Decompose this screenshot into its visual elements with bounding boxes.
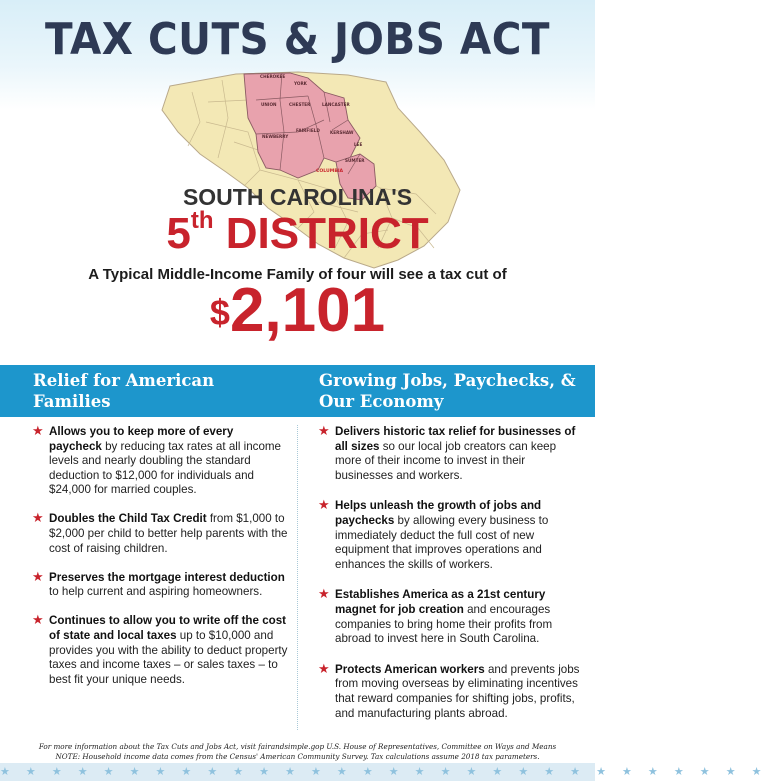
district-suffix: th xyxy=(190,207,214,234)
county-label: LEE xyxy=(354,142,363,147)
bullet-text: by reducing tax rates at all income levels and nearly doubling the standard deduction to $12,000 for individuals and $24,000 for married couples. xyxy=(49,439,282,497)
dollar-sign: $ xyxy=(209,292,230,333)
list-item xyxy=(33,614,288,687)
bullet-text: from $1,000 to $2,000 per child to better help parents with the cost of raising children. xyxy=(49,512,288,555)
list-item xyxy=(319,588,581,646)
star-icon: ★ xyxy=(32,510,44,526)
decorative-star-border: ★ ★ ★ ★ ★ ★ ★ ★ ★ ★ ★ ★ ★ ★ ★ ★ ★ ★ ★ ★ ★ ★ ★ ★ ★ ★ ★ ★ ★ ★ xyxy=(0,763,595,781)
star-icon: ★ xyxy=(32,568,44,584)
district-word: DISTRICT xyxy=(225,209,429,258)
county-label: UNION xyxy=(261,102,277,107)
footnote xyxy=(0,742,595,762)
county-label: SUMTER xyxy=(345,158,365,163)
district-heading xyxy=(0,207,595,258)
family-tax-line: A Typical Middle-Income Family of four will see a tax cut of xyxy=(88,266,507,283)
star-icon: ★ xyxy=(318,497,330,513)
bullet-bold: Preserves the mortgage interest deduction xyxy=(49,570,285,584)
list-item xyxy=(319,425,581,483)
bullet-bold: Continues to allow you to write off the cost of state and local taxes xyxy=(49,614,287,643)
tax-cut-value: 2,101 xyxy=(229,276,386,345)
bullet-text: to help current and aspiring homeowners. xyxy=(49,585,263,599)
list-item xyxy=(318,660,581,721)
column-divider xyxy=(297,425,298,730)
right-bullet-list xyxy=(319,425,581,737)
footnote-line-2: NOTE: Household income data comes from the Census' American Community Survey. Tax calculations assume 2018 tax parameters. xyxy=(55,752,540,761)
right-column-heading: Growing Jobs, Paychecks, & Our Economy xyxy=(319,371,576,411)
tax-cut-amount xyxy=(0,276,595,345)
list-item xyxy=(319,499,581,572)
bullet-text: and encourages companies to bring home their profits from abroad to invest here in South Carolina. xyxy=(335,602,553,646)
star-icon: ★ xyxy=(32,612,44,628)
bullet-bold: Allows you to keep more of every paycheck xyxy=(49,425,234,453)
bullet-bold: Protects American workers xyxy=(335,662,485,676)
star-icon: ★ xyxy=(32,423,44,438)
star-icon: ★ xyxy=(318,586,330,602)
district-number: 5 xyxy=(166,209,191,258)
county-label: CHESTER xyxy=(289,102,311,107)
list-item xyxy=(33,425,288,498)
star-icon: ★ xyxy=(318,660,330,676)
county-label: LANCASTER xyxy=(322,102,350,107)
bullet-bold: Doubles the Child Tax Credit xyxy=(49,512,207,526)
bullet-bold: Delivers historic tax relief for businesses of all sizes xyxy=(335,425,576,453)
page-title: TAX CUTS & JOBS ACT xyxy=(45,14,550,65)
state-label: SOUTH CAROLINA'S xyxy=(182,184,413,210)
bullet-text: and prevents jobs from moving overseas by eliminating incentives that reward companies for shifting jobs, profits, and manufacturing plants abroad. xyxy=(335,662,580,720)
bullet-bold: Establishes America as a 21st century magnet for job creation xyxy=(335,588,546,616)
county-label: NEWBERRY xyxy=(262,134,289,139)
list-item xyxy=(33,512,288,556)
county-label: FAIRFIELD xyxy=(296,128,320,133)
list-item xyxy=(32,568,288,600)
left-bullet-list xyxy=(33,425,288,702)
footnote-line-1: For more information about the Tax Cuts and Jobs Act, visit fairandsimple.gop U.S. House of Representatives, Committee on Ways and Means xyxy=(38,742,557,751)
county-label: CHEROKEE xyxy=(260,74,286,79)
bullet-bold: Helps unleash the growth of jobs and paychecks xyxy=(335,499,542,527)
bullet-text: so our local job creators can keep more of their income to invest in their businesses and workers. xyxy=(335,439,557,482)
bullet-text: by allowing every business to immediately deduct the full cost of new equipment that improves operations and enhances the skills of workers. xyxy=(335,513,549,571)
county-label: YORK xyxy=(294,81,307,86)
bullet-text: up to $10,000 and provides you with the ability to deduct property taxes and income taxes – or sales taxes – to best fit your unique needs. xyxy=(49,629,288,686)
county-label: KERSHAW xyxy=(330,130,354,135)
star-icon: ★ xyxy=(318,423,330,438)
left-column-heading: Relief for American Families xyxy=(33,371,215,411)
city-label: COLUMBIA xyxy=(316,169,344,174)
